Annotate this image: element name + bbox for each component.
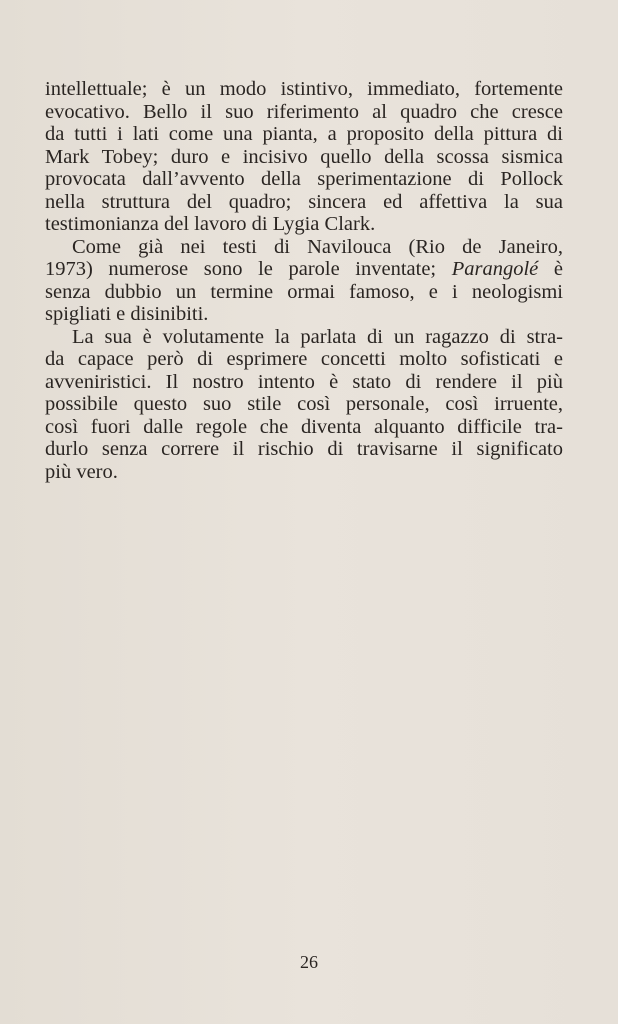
paragraph-start-line: Come già nei testi di Navilouca (Rio de Janeiro,	[72, 235, 563, 258]
text-line: Mark Tobey; duro e incisivo quello della scossa sismica	[45, 145, 563, 168]
page-number: 26	[300, 952, 318, 972]
text-line: avveniristici. Il nostro intento è stato di rendere il più	[45, 370, 563, 393]
body-text	[45, 78, 563, 483]
text-line: evocativo. Bello il suo riferimento al quadro che cresce	[45, 100, 563, 123]
text-line: più vero.	[45, 460, 118, 483]
text-line: provocata dall’avvento della sperimentazione di Pollock	[45, 168, 563, 190]
text-segment: 1973) numerose sono le parole inventate;	[45, 258, 452, 280]
text-line: senza dubbio un termine ormai famoso, e i neologismi	[45, 280, 563, 303]
text-line: possibile questo suo stile così personale, così irruente,	[45, 393, 563, 415]
text-segment: è	[538, 258, 563, 280]
text-line: da tutti i lati come una pianta, a proposito della pittura di	[45, 123, 563, 145]
text-line: testimonianza del lavoro di Lygia Clark.	[45, 213, 376, 235]
italic-term: Parangolé	[451, 258, 539, 280]
text-line-with-italic	[45, 258, 563, 281]
text-line: spigliati e disinibiti.	[45, 303, 209, 325]
text-line: così fuori dalle regole che diventa alquanto difficile tra-	[45, 415, 563, 438]
text-line: nella struttura del quadro; sincera ed affettiva la sua	[45, 190, 563, 213]
text-line: durlo senza correre il rischio di travisarne il significato	[45, 438, 563, 460]
paragraph-start-line: La sua è volutamente la parlata di un ragazzo di stra-	[72, 325, 563, 348]
text-line: da capace però di esprimere concetti molto sofisticati e	[45, 348, 563, 370]
text-line: intellettuale; è un modo istintivo, immediato, fortemente	[45, 78, 563, 100]
